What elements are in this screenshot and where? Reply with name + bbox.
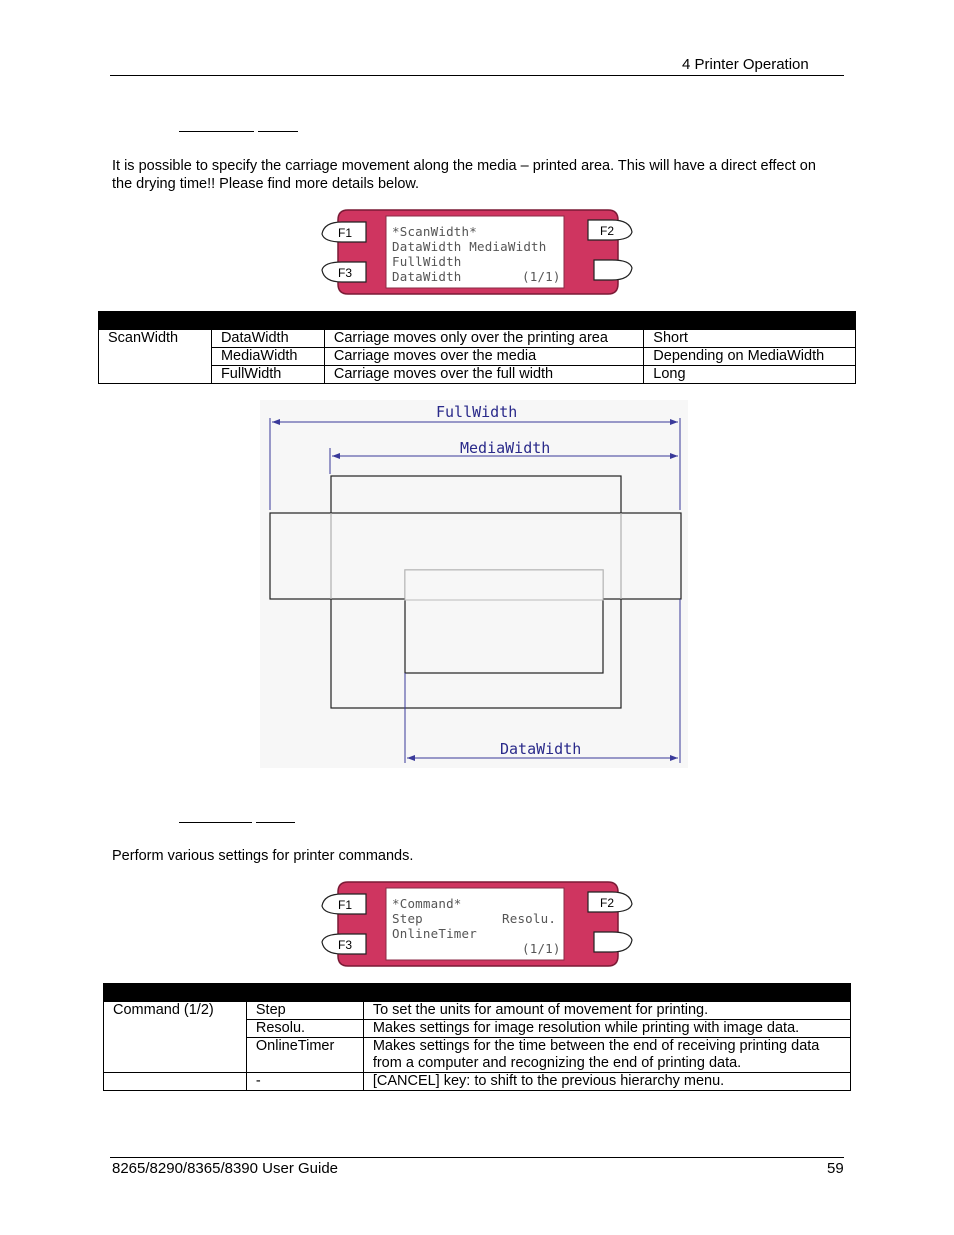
item-cell: Resolu. xyxy=(246,1020,363,1038)
svg-text:F2: F2 xyxy=(600,224,615,238)
section1-heading-underline-b xyxy=(258,131,298,132)
f2-key[interactable] xyxy=(588,892,632,912)
scanwidth-table xyxy=(98,311,856,384)
f3-key[interactable] xyxy=(322,262,366,282)
footer-guide-title: 8265/8290/8365/8390 User Guide xyxy=(112,1160,339,1177)
lcd2-line2-right: Resolu. xyxy=(502,911,557,926)
svg-text:F3: F3 xyxy=(338,938,353,952)
footer-rule xyxy=(110,1157,844,1158)
section1-intro: It is possible to specify the carriage movement along the media – printed area. This will have a direct effect on the drying time!! Please find more details below. xyxy=(112,158,816,192)
item-cell: Step xyxy=(246,1002,363,1020)
section1-heading-underline-a xyxy=(179,131,254,132)
chapter-header: 4 Printer Operation xyxy=(682,56,809,73)
scan-width-diagram xyxy=(258,398,690,770)
section2-intro: Perform various settings for printer commands. xyxy=(112,848,414,864)
table-header-row xyxy=(99,312,856,330)
table-header-row xyxy=(104,984,851,1002)
table-row xyxy=(99,348,856,366)
setting-cell: FullWidth xyxy=(211,366,324,384)
section2-heading-underline-b xyxy=(256,822,295,823)
lcd1-line3: FullWidth xyxy=(392,254,462,269)
lcd-panel-command xyxy=(318,880,636,968)
lcd2-line4-right: (1/1) xyxy=(522,941,561,956)
f4-key[interactable] xyxy=(594,260,632,280)
lcd2-line1: *Command* xyxy=(392,896,462,911)
menu-cell: Command (1/2) xyxy=(104,1002,247,1073)
item-cell: - xyxy=(246,1073,363,1091)
item-cell: OnlineTimer xyxy=(246,1038,363,1073)
f4-key[interactable] xyxy=(594,932,632,952)
table-row xyxy=(99,366,856,384)
description-cell: Makes settings for the time between the end of receiving printing data from a computer and recognizing the end of printing data. xyxy=(363,1038,850,1073)
mediawidth-label: MediaWidth xyxy=(460,439,551,457)
table-row xyxy=(104,1073,851,1091)
page-number: 59 xyxy=(827,1160,844,1177)
lcd1-line4-right: (1/1) xyxy=(522,269,561,284)
time-cell: Long xyxy=(644,366,856,384)
menu-cell: ScanWidth xyxy=(99,330,212,384)
header-rule xyxy=(110,75,844,76)
description-cell: Carriage moves only over the printing area xyxy=(324,330,643,348)
lcd2-line3: OnlineTimer xyxy=(392,926,477,941)
svg-text:F1: F1 xyxy=(338,226,353,240)
description-cell: Makes settings for image resolution while printing with image data. xyxy=(363,1020,850,1038)
description-cell: Carriage moves over the media xyxy=(324,348,643,366)
lcd1-line1: *ScanWidth* xyxy=(392,224,477,239)
svg-text:F3: F3 xyxy=(338,266,353,280)
lcd1-line4-left: DataWidth xyxy=(392,269,462,284)
table-row xyxy=(104,1002,851,1020)
f1-key[interactable] xyxy=(322,894,366,914)
f1-key[interactable] xyxy=(322,222,366,242)
lcd1-line2: DataWidth MediaWidth xyxy=(392,239,547,254)
command-table xyxy=(103,983,851,1091)
f3-key[interactable] xyxy=(322,934,366,954)
section2-heading-underline-a xyxy=(179,822,252,823)
lcd-panel-scanwidth xyxy=(318,208,636,296)
description-cell: To set the units for amount of movement for printing. xyxy=(363,1002,850,1020)
description-cell: Carriage moves over the full width xyxy=(324,366,643,384)
datawidth-label: DataWidth xyxy=(500,740,582,758)
menu-cell-empty xyxy=(104,1073,247,1091)
setting-cell: MediaWidth xyxy=(211,348,324,366)
setting-cell: DataWidth xyxy=(211,330,324,348)
svg-text:F2: F2 xyxy=(600,896,615,910)
fullwidth-label: FullWidth xyxy=(436,403,518,421)
f2-key[interactable] xyxy=(588,220,632,240)
svg-text:F1: F1 xyxy=(338,898,353,912)
lcd2-line2-left: Step xyxy=(392,911,423,926)
time-cell: Short xyxy=(644,330,856,348)
table-row xyxy=(99,330,856,348)
description-cell: [CANCEL] key: to shift to the previous hierarchy menu. xyxy=(363,1073,850,1091)
time-cell: Depending on MediaWidth xyxy=(644,348,856,366)
